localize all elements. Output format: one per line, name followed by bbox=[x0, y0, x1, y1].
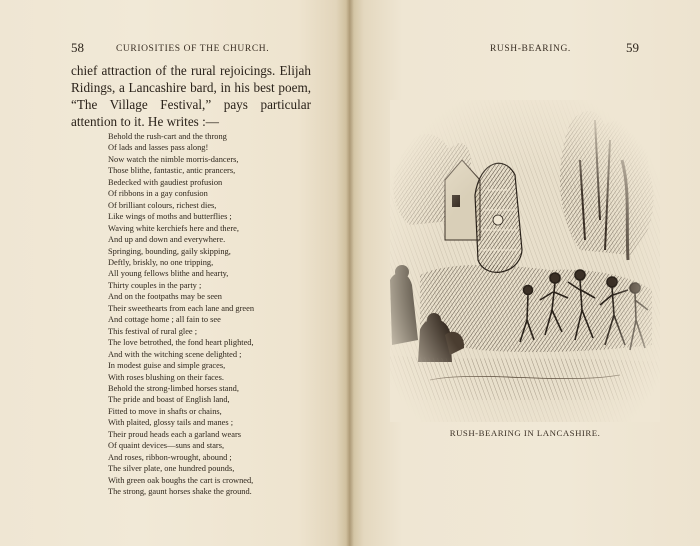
poem-line: With roses blushing on their faces. bbox=[108, 372, 224, 382]
poem-line: Those blithe, fantastic, antic prancers, bbox=[108, 166, 236, 176]
right-running-head: RUSH-BEARING. bbox=[490, 44, 571, 54]
poem-line: And cottage home ; all fain to see bbox=[108, 315, 221, 325]
left-running-head: CURIOSITIES OF THE CHURCH. bbox=[116, 44, 270, 54]
right-page bbox=[350, 0, 700, 546]
left-page-number: 58 bbox=[71, 40, 84, 55]
poem-line: And on the footpaths may be seen bbox=[108, 292, 222, 302]
poem-line: Of ribbons in a gay confusion bbox=[108, 189, 208, 199]
poem-line: Bedecked with gaudiest profusion bbox=[108, 177, 223, 187]
poem-line: And with the witching scene delighted ; bbox=[108, 349, 242, 359]
poem-line: Of brilliant colours, richest dies, bbox=[108, 200, 217, 210]
poem-line: In modest guise and simple graces, bbox=[108, 361, 226, 371]
poem-line: Fitted to move in shafts or chains, bbox=[108, 406, 222, 416]
prose-paragraph bbox=[71, 62, 311, 130]
poem-line: With plaited, glossy tails and manes ; bbox=[108, 418, 234, 428]
poem-line: Now watch the nimble morris-dancers, bbox=[108, 154, 239, 164]
poem-line: All young fellows blithe and hearty, bbox=[108, 269, 229, 279]
prose-text: chief attraction of the rural rejoicings. Elijah Ridings, a Lancashire bard, in his best poem, “The Village Festival,” pays particular attention to it. He writes :— bbox=[71, 63, 311, 129]
poem-line: Like wings of moths and butterflies ; bbox=[108, 212, 232, 222]
right-page-number: 59 bbox=[626, 40, 639, 55]
poem-line: With green oak boughs the cart is crowned, bbox=[108, 475, 254, 485]
poem-line: This festival of rural glee ; bbox=[108, 326, 198, 336]
poem-line: Behold the strong-limbed horses stand, bbox=[108, 383, 239, 393]
engraving-illustration bbox=[390, 100, 660, 422]
poem-line: Of quaint devices—suns and stars, bbox=[108, 441, 225, 451]
poem-line: Their proud heads each a garland wears bbox=[108, 429, 242, 439]
poem-line: Deftly, briskly, no one tripping, bbox=[108, 257, 214, 267]
poem-line: Waving white kerchiefs here and there, bbox=[108, 223, 239, 233]
illustration-caption: RUSH-BEARING IN LANCASHIRE. bbox=[449, 428, 601, 438]
poem-line: And up and down and everywhere. bbox=[108, 235, 226, 245]
poem-line: The pride and boast of English land, bbox=[108, 395, 230, 405]
poem-block bbox=[108, 131, 308, 498]
poem-line: Their sweethearts from each lane and green bbox=[108, 303, 255, 313]
book-gutter bbox=[346, 0, 354, 546]
poem-line: The silver plate, one hundred pounds, bbox=[108, 464, 235, 474]
poem-line: The love betrothed, the fond heart plighted, bbox=[108, 338, 254, 348]
poem-line: The strong, gaunt horses shake the ground. bbox=[108, 487, 252, 497]
poem-line: Thirty couples in the party ; bbox=[108, 280, 202, 290]
poem-line: Behold the rush-cart and the throng bbox=[108, 132, 227, 141]
poem-line: And roses, ribbon-wrought, abound ; bbox=[108, 452, 232, 462]
poem-line: Springing, bounding, gaily skipping, bbox=[108, 246, 231, 256]
poem-line: Of lads and lasses pass along! bbox=[108, 143, 209, 153]
